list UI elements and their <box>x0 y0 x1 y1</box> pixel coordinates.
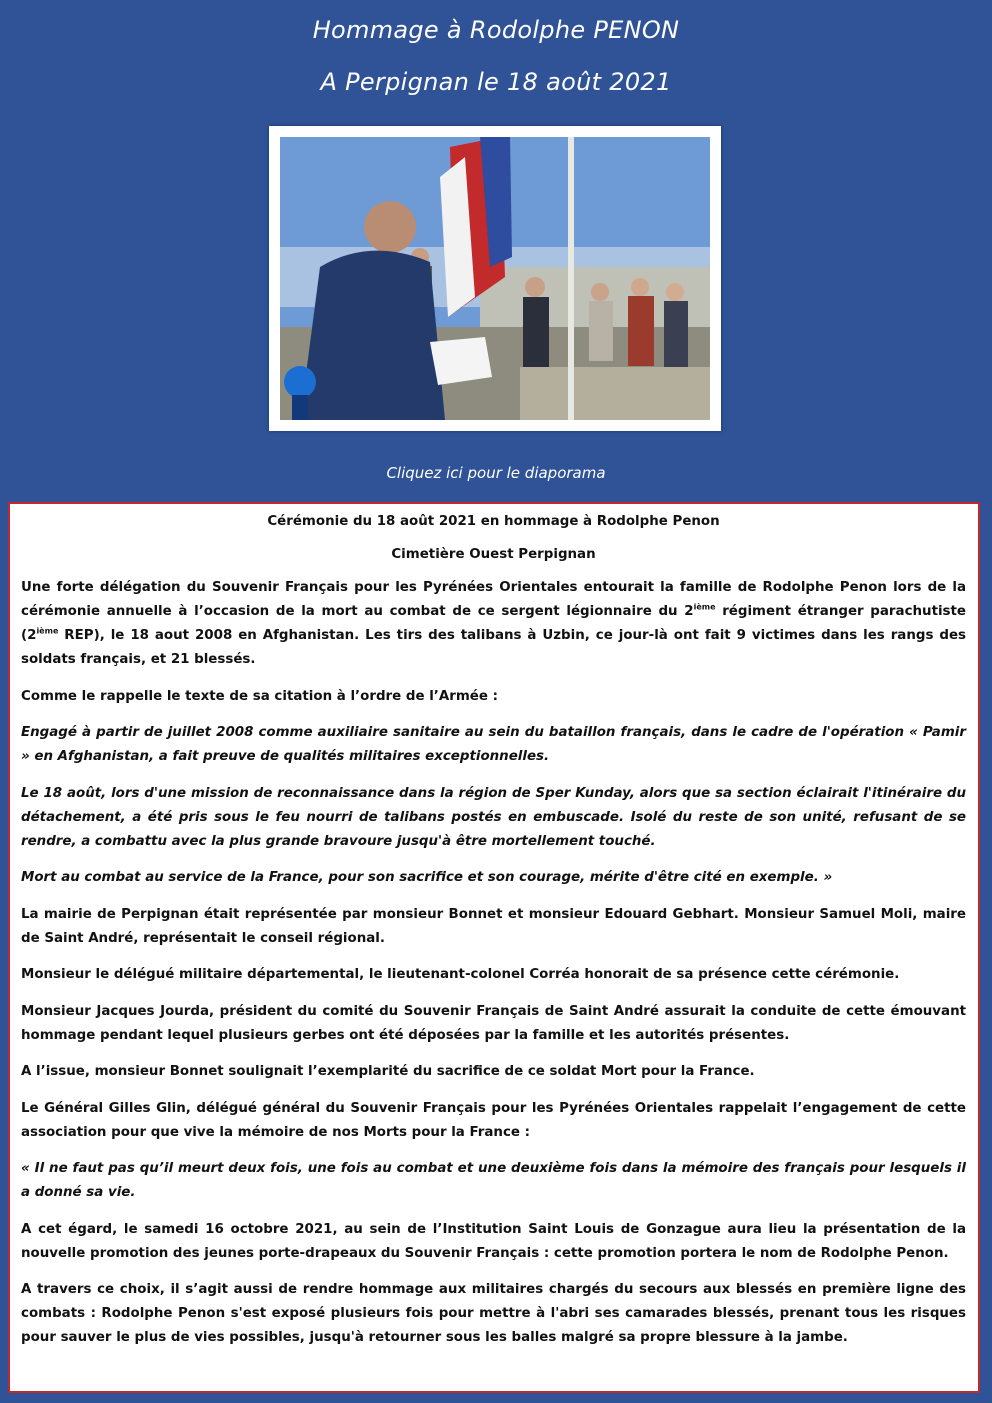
paragraph-quote: « Il ne faut pas qu’il meurt deux fois, une fois au combat et une deuxième fois dans la mémoire des français pour lesquels il a donné sa vie. <box>21 1161 966 1200</box>
page-subtitle: A Perpignan le 18 août 2021 <box>320 68 672 96</box>
paragraph-intro-text-c: REP), le 18 aout 2008 en Afghanistan. Les tirs des talibans à Uzbin, ce jour-là ont fait 9 victimes dans les rangs des soldats français, et 21 blessés. <box>21 628 966 667</box>
page-title: Hommage à Rodolphe PENON <box>312 16 680 44</box>
paragraph-citation-1: Engagé à partir de juillet 2008 comme auxiliaire sanitaire au sein du bataillon français, dans le cadre de l'opération « Pamir » en Afghanistan, a fait preuve de qualités militaires exceptionnelles. <box>21 725 966 764</box>
article-heading: Cérémonie du 18 août 2021 en hommage à Rodolphe Penon <box>267 514 720 529</box>
paragraph-intro-text-a: Une forte délégation du Souvenir Français pour les Pyrénées Orientales entourait la famille de Rodolphe Penon lors de la cérémonie annuelle à l’occasion de la mort au combat de ce sergent légionnaire du 2 <box>21 580 966 619</box>
paragraph-citation-3: Mort au combat au service de la France, pour son sacrifice et son courage, mérite d'être cité en exemple. » <box>21 870 833 885</box>
paragraph-intro <box>21 576 966 672</box>
article-subheading: Cimetière Ouest Perpignan <box>391 547 596 562</box>
ceremony-photo[interactable] <box>280 137 710 420</box>
ceremony-photo-frame[interactable] <box>269 126 721 431</box>
ceremony-photo-illustration <box>280 137 710 420</box>
paragraph-mairie: La mairie de Perpignan était représentée par monsieur Bonnet et monsieur Edouard Gebhart. Monsieur Samuel Moli, maire de Saint André, représentait le conseil régional. <box>21 906 966 946</box>
superscript-ieme: ième <box>693 602 716 612</box>
paragraph-bonnet: A l’issue, monsieur Bonnet soulignait l’exemplarité du sacrifice de ce soldat Mort pour la France. <box>21 1064 755 1079</box>
paragraph-promotion: A cet égard, le samedi 16 octobre 2021, au sein de l’Institution Saint Louis de Gonzague aura lieu la présentation de la nouvelle promotion des jeunes porte-drapeaux du Souvenir Français : cette promotion portera le nom de Rodolphe Penon. <box>21 1221 966 1261</box>
paragraph-citation-intro: Comme le rappelle le texte de sa citation à l’ordre de l’Armée : <box>21 688 498 704</box>
paragraph-hommage: A travers ce choix, il s’agit aussi de rendre hommage aux militaires chargés du secours aux blessés en première ligne des combats : Rodolphe Penon s'est exposé plusieurs fois pour mettre à l'abri ses camarades blessés, prenant tous les risques pour sauver le plus de vies possibles, jusqu'à retourner sous les balles malgré sa propre blessure à la jambe. <box>21 1282 966 1345</box>
paragraph-citation-2: Le 18 août, lors d'une mission de reconnaissance dans la région de Sper Kunday, alors que sa section éclairait l'itinéraire du détachement, a été pris sous le feu nourri de talibans postés en embuscade. Isolé du reste de son unité, refusant de se rendre, a combattu avec la plus grande bravoure jusqu'à être mortellement touché. <box>21 785 966 849</box>
slideshow-link[interactable]: Cliquez ici pour le diaporama <box>386 464 606 482</box>
paragraph-glin: Le Général Gilles Glin, délégué général du Souvenir Français pour les Pyrénées Orientales rappelait l’engagement de cette association pour que vive la mémoire de nos Morts pour la France : <box>21 1100 966 1140</box>
article-box <box>8 502 980 1393</box>
paragraph-jourda: Monsieur Jacques Jourda, président du comité du Souvenir Français de Saint André assurait la conduite de cette émouvant hommage pendant lequel plusieurs gerbes ont été déposées par la famille et les autorités présentes. <box>21 1003 966 1043</box>
paragraph-intro-text-b: régiment étranger parachutiste (2 <box>21 604 967 643</box>
superscript-ieme: ième <box>36 626 59 636</box>
paragraph-delegue: Monsieur le délégué militaire départemental, le lieutenant-colonel Corréa honorait de sa présence cette cérémonie. <box>21 967 900 982</box>
